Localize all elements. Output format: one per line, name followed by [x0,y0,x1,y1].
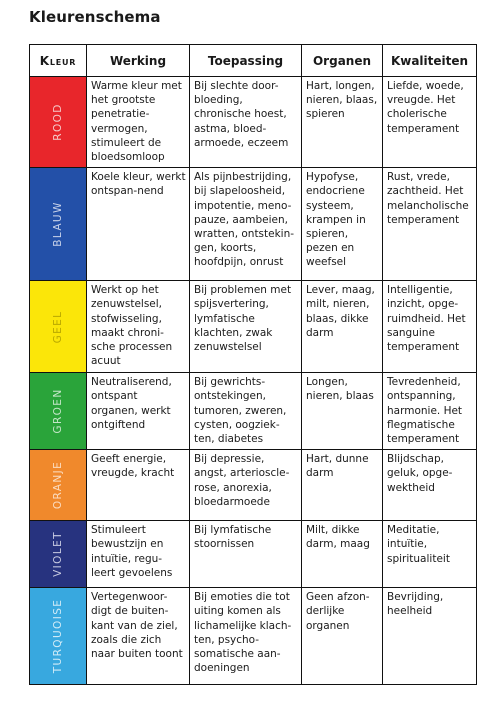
table-row [30,588,477,685]
kwaliteiten-cell: Rust, vrede, zachtheid. Het melancholische temperament [383,168,477,281]
header-kleur: Kleur [30,45,87,77]
table-row [30,521,477,588]
toepassing-cell: Bij gewrichts-ontstekingen, tumoren, zweren, cysten, oogziek-ten, diabetes [190,373,302,450]
organen-cell: Hart, longen, nieren, blaas, spieren [302,77,383,168]
table-row [30,281,477,373]
organen-cell: Hypofyse, endocriene systeem, krampen in spieren, pezen en weefsel [302,168,383,281]
color-label: BLAUW [51,201,64,247]
color-label: GROEN [51,388,64,434]
table-header-row [30,45,477,77]
color-label: GEEL [51,310,64,344]
toepassing-cell: Bij slechte door-bloeding, chronische hoest, astma, bloed-armoede, eczeem [190,77,302,168]
header-toepassing: Toepassing [190,45,302,77]
color-swatch [30,588,87,685]
werking-cell: Koele kleur, werkt ontspan-nend [87,168,190,281]
header-kwaliteiten: Kwaliteiten [383,45,477,77]
color-swatch [30,521,87,588]
kwaliteiten-cell: Blijdschap, geluk, opge-wektheid [383,450,477,521]
kwaliteiten-cell: Meditatie, intuïtie, spiritualiteit [383,521,477,588]
organen-cell: Milt, dikke darm, maag [302,521,383,588]
toepassing-cell: Bij depressie, angst, arterioscle-rose, anorexia, bloedarmoede [190,450,302,521]
color-scheme-table [29,44,477,685]
color-label: VIOLET [51,531,64,578]
table-row [30,373,477,450]
color-swatch [30,373,87,450]
color-label: ORANJE [51,461,64,510]
kwaliteiten-cell: Bevrijding, heelheid [383,588,477,685]
color-swatch [30,168,87,281]
table-row [30,168,477,281]
color-label: ROOD [51,103,64,141]
toepassing-cell: Bij lymfatische stoornissen [190,521,302,588]
organen-cell: Lever, maag, milt, nieren, blaas, dikke darm [302,281,383,373]
color-swatch [30,450,87,521]
organen-cell: Hart, dunne darm [302,450,383,521]
werking-cell: Geeft energie, vreugde, kracht [87,450,190,521]
werking-cell: Warme kleur met het grootste penetratie-vermogen, stimuleert de bloedsomloop [87,77,190,168]
table-row [30,77,477,168]
toepassing-cell: Bij emoties die tot uiting komen als lichamelijke klach-ten, psycho-somatische aan-doeningen [190,588,302,685]
werking-cell: Neutraliserend, ontspant organen, werkt ontgiftend [87,373,190,450]
kwaliteiten-cell: Tevredenheid, ontspanning, harmonie. Het flegmatische temperament [383,373,477,450]
kwaliteiten-cell: Liefde, woede, vreugde. Het cholerische temperament [383,77,477,168]
header-werking: Werking [87,45,190,77]
color-swatch [30,281,87,373]
table-row [30,450,477,521]
organen-cell: Geen afzon-derlijke organen [302,588,383,685]
organen-cell: Longen, nieren, blaas [302,373,383,450]
werking-cell: Vertegenwoor-digt de buiten-kant van de ziel, zoals die zich naar buiten toont [87,588,190,685]
page-title: Kleurenschema [29,8,161,26]
toepassing-cell: Bij problemen met spijsvertering, lymfatische klachten, zwak zenuwstelsel [190,281,302,373]
toepassing-cell: Als pijnbestrijding, bij slapeloosheid, impotentie, meno-pauze, aambeien, wratten, ontstekin-gen, koorts, hoofdpijn, onrust [190,168,302,281]
header-organen: Organen [302,45,383,77]
color-swatch [30,77,87,168]
color-label: TURQUOISE [51,598,64,674]
kwaliteiten-cell: Intelligentie, inzicht, opge-ruimdheid. Het sanguine temperament [383,281,477,373]
werking-cell: Werkt op het zenuwstelsel, stofwisseling, maakt chroni-sche processen acuut [87,281,190,373]
werking-cell: Stimuleert bewustzijn en intuïtie, regu-leert gevoelens [87,521,190,588]
